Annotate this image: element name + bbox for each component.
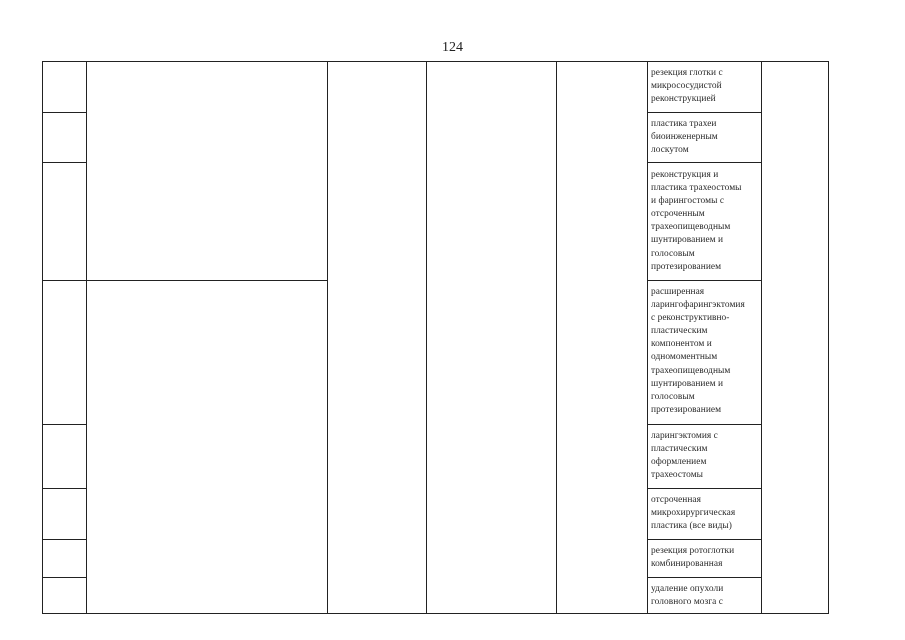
- table-border-left: [42, 61, 43, 614]
- procedure-cell: пластика трахеи биоинженерным лоскутом: [651, 119, 718, 156]
- row-divider: [42, 424, 87, 425]
- row-divider: [647, 162, 762, 163]
- row-divider: [647, 112, 762, 113]
- row-divider: [42, 539, 87, 540]
- table-border-bottom: [42, 613, 829, 614]
- table-border-top: [42, 61, 829, 62]
- row-divider: [42, 488, 87, 489]
- row-divider: [647, 488, 762, 489]
- row-divider: [647, 577, 762, 578]
- column-divider: [426, 61, 427, 614]
- row-divider: [42, 162, 87, 163]
- procedure-cell: резекция ротоглотки комбинированная: [651, 546, 735, 570]
- procedure-cell: ларингэктомия с пластическим оформлением трахеостомы: [651, 431, 718, 481]
- procedure-cell: резекция глотки с микрососудистой реконструкцией: [651, 68, 723, 105]
- page-number: 124: [442, 40, 463, 55]
- column-divider: [86, 61, 87, 614]
- row-divider: [647, 280, 762, 281]
- procedure-cell: отсроченная микрохирургическая пластика (все виды): [651, 495, 736, 532]
- row-divider: [42, 577, 87, 578]
- table-border-right: [828, 61, 829, 614]
- column-divider: [556, 61, 557, 614]
- row-divider: [647, 539, 762, 540]
- procedure-cell: удаление опухоли головного мозга с: [651, 584, 724, 608]
- column-divider: [647, 61, 648, 614]
- procedure-cell: расширенная ларингофарингэктомия с реконструктивно- пластическим компонентом и одномоментным трахеопищеводным шунтированием и голосовым протезированием: [651, 287, 745, 415]
- procedure-cell: реконструкция и пластика трахеостомы и фарингостомы с отсроченным трахеопищеводным шунтированием и голосовым протезированием: [651, 170, 742, 272]
- row-divider: [647, 424, 762, 425]
- row-divider: [42, 112, 87, 113]
- column-divider: [327, 61, 328, 614]
- column-divider: [761, 61, 762, 614]
- row-divider: [42, 280, 328, 281]
